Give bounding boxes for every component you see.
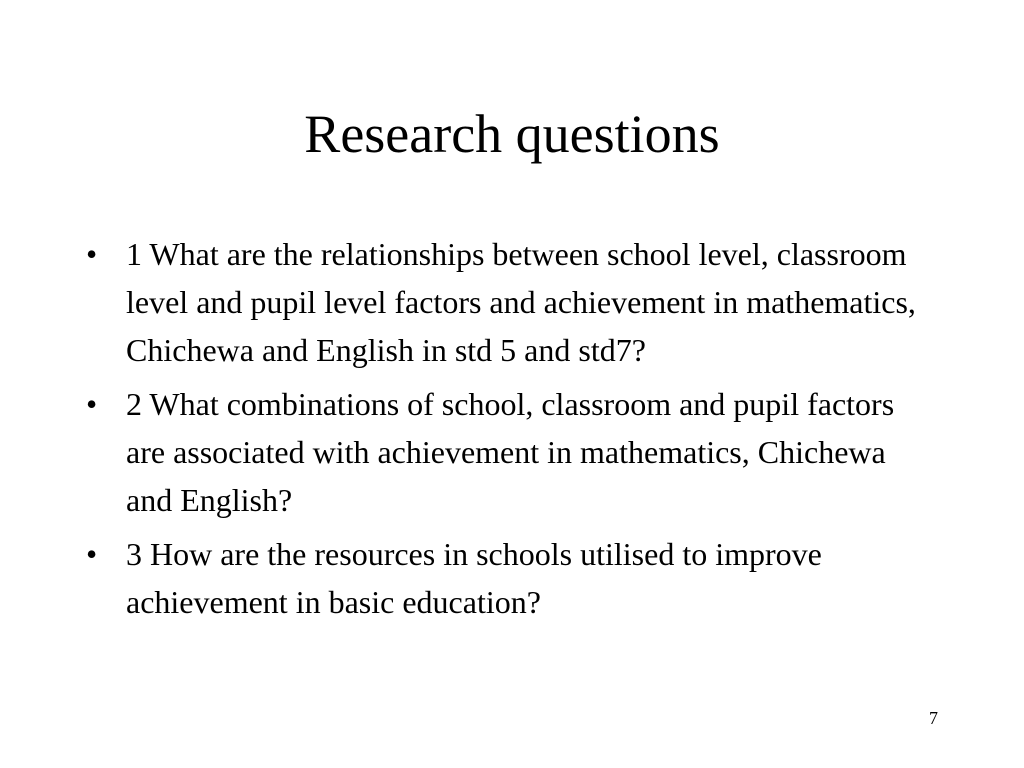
bullet-text: 3 How are the resources in schools utilised to improve achievement in basic education? <box>126 536 822 620</box>
slide-title: Research questions <box>304 104 720 164</box>
bullet-text: 1 What are the relationships between school level, classroom level and pupil level factors and achievement in mathematics, Chichewa and English in std 5 and std7? <box>126 236 916 368</box>
bullet-item <box>84 230 934 374</box>
bullet-icon: • <box>86 386 98 422</box>
bullet-icon: • <box>86 536 98 572</box>
bullet-item <box>84 530 934 626</box>
bullet-text: 2 What combinations of school, classroom and pupil factors are associated with achievement in mathematics, Chichewa and English? <box>126 386 895 518</box>
page-number: 7 <box>929 708 938 728</box>
bullet-icon: • <box>86 236 98 272</box>
bullet-list <box>84 230 934 632</box>
bullet-item <box>84 380 934 524</box>
